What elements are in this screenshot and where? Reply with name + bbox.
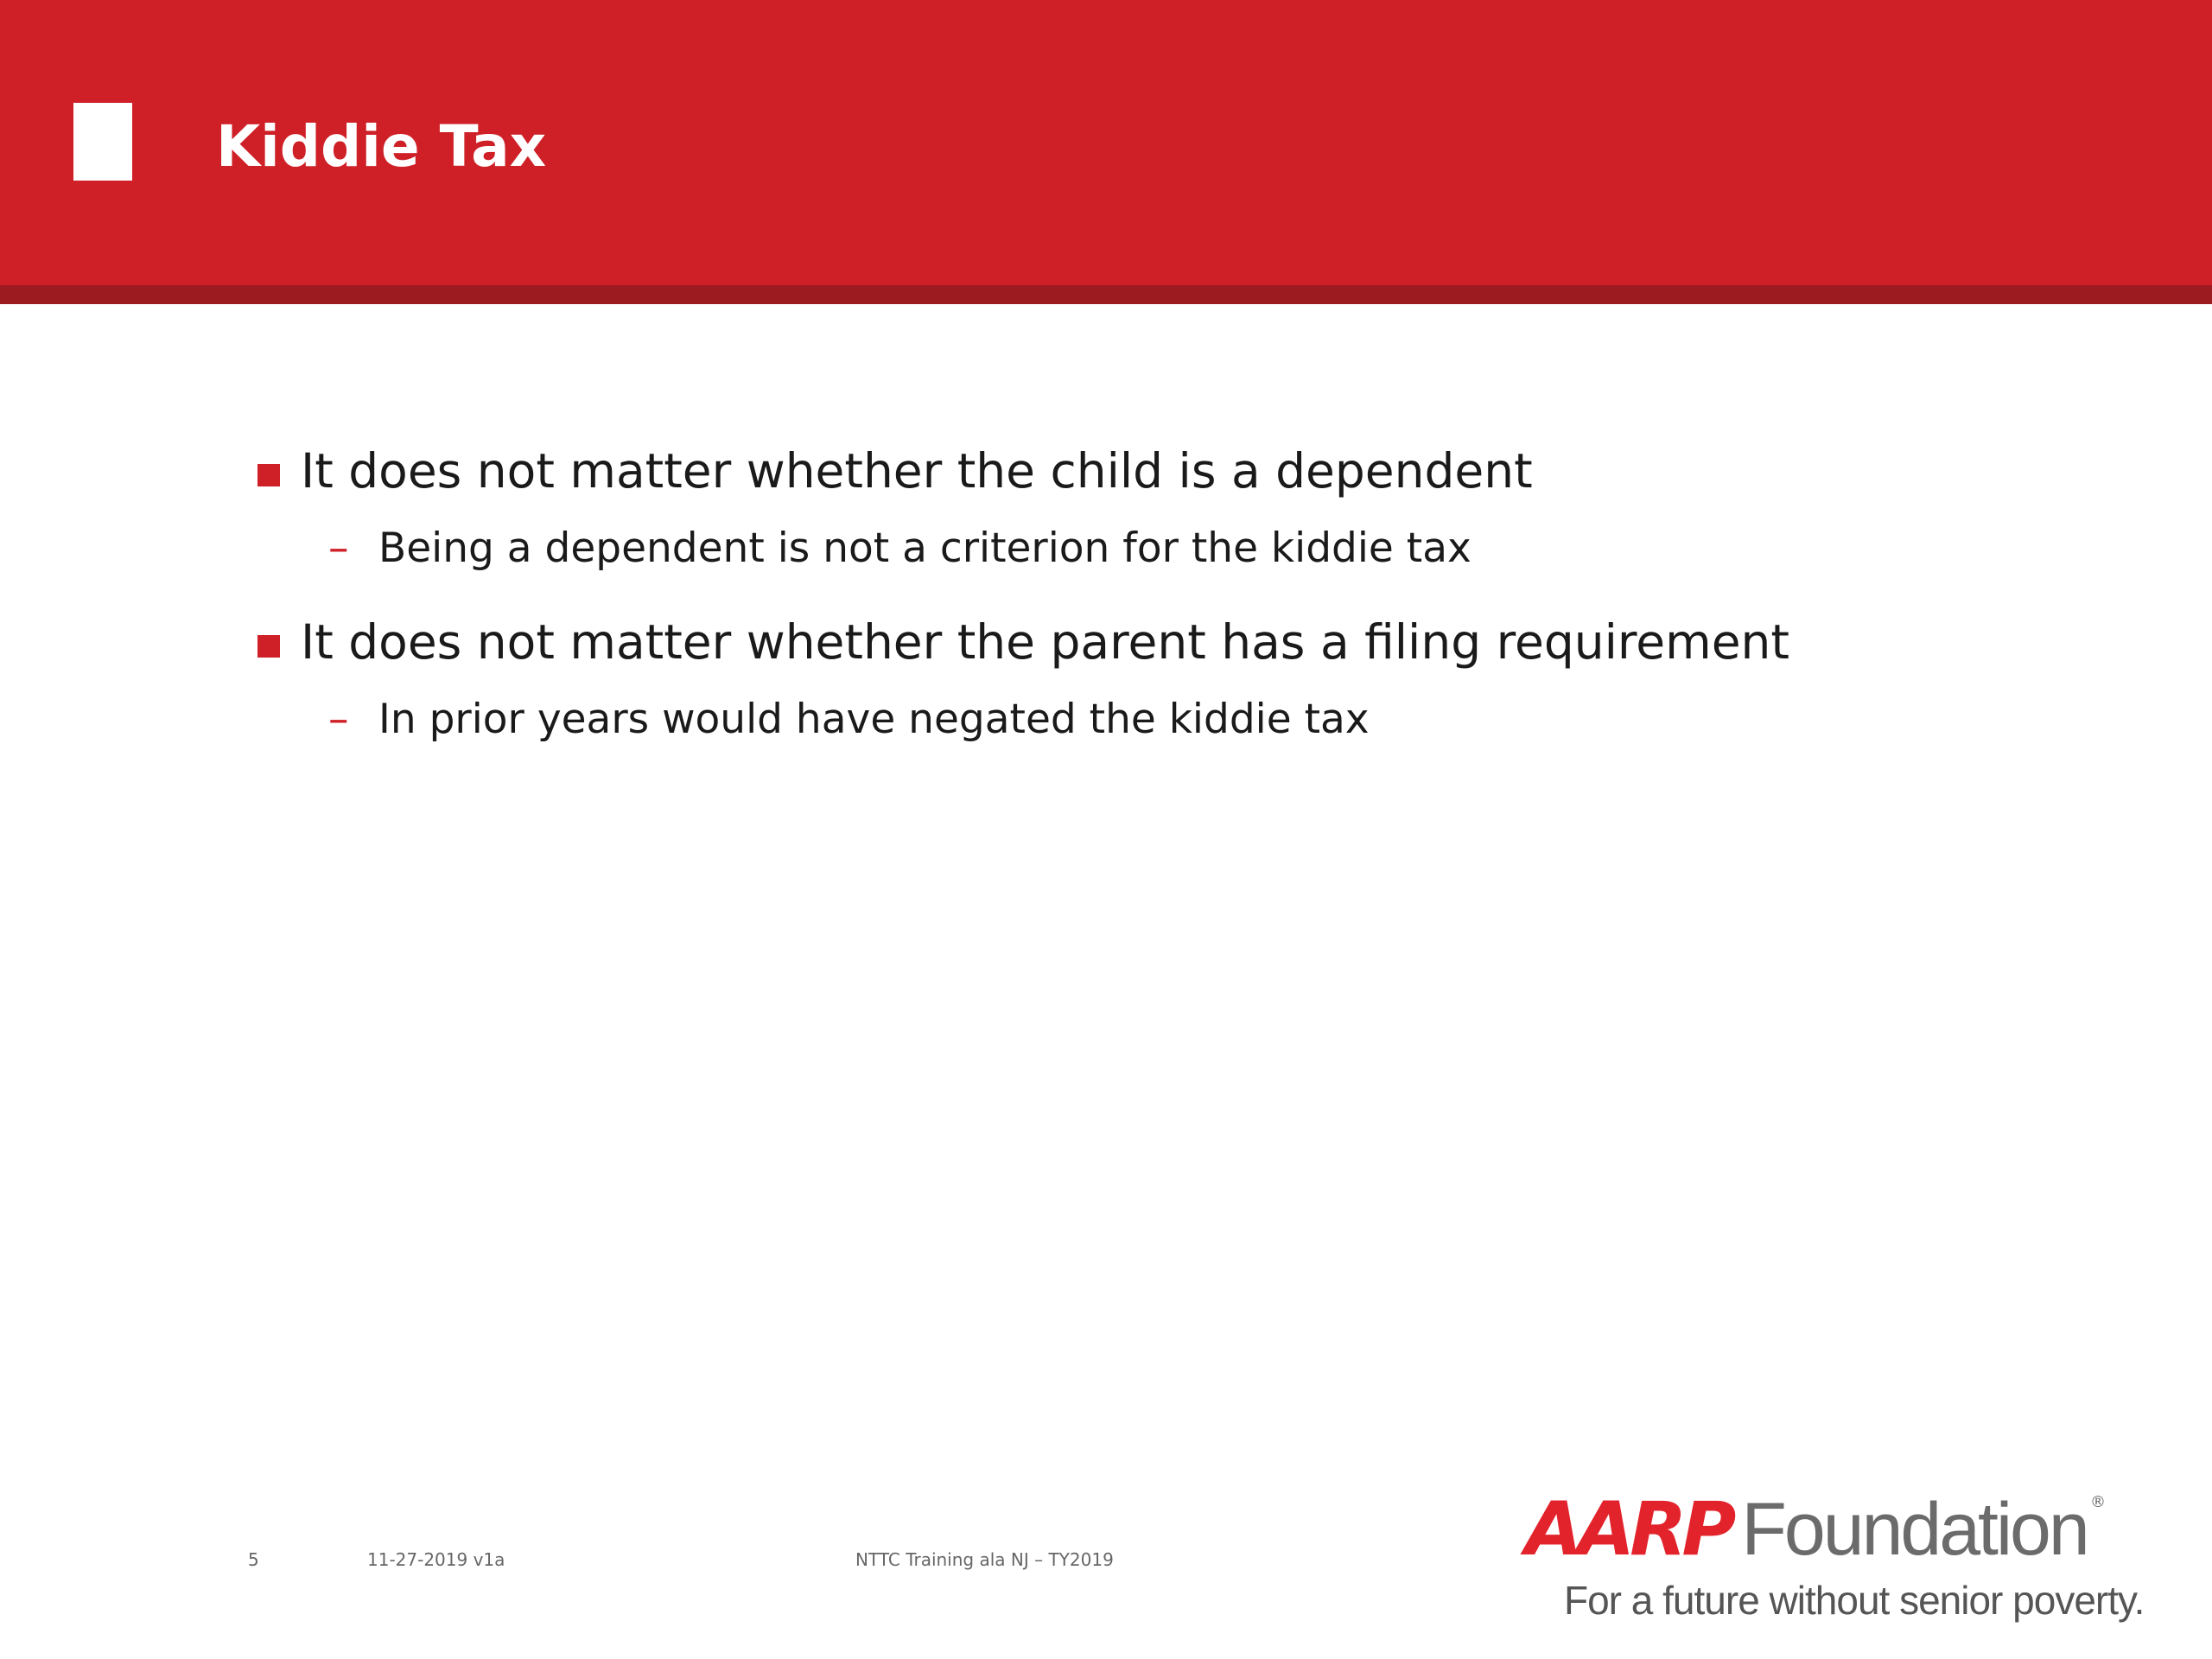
footer-course: NTTC Training ala NJ – TY2019 <box>855 1549 1114 1570</box>
footer-page-number: 5 <box>248 1549 259 1570</box>
registered-mark: ® <box>2090 1493 2106 1511</box>
sub-bullet-item <box>251 510 1979 588</box>
logo-brand: AARP <box>1525 1486 1732 1573</box>
header-stripe <box>0 285 2212 304</box>
slide-title: Kiddie Tax <box>216 113 547 180</box>
title-accent-square <box>73 103 132 181</box>
sub-bullet-item <box>251 681 1979 759</box>
dash-bullet-icon: – <box>328 696 349 743</box>
dash-bullet-icon: – <box>328 524 349 572</box>
bullet-item <box>251 432 1979 510</box>
bullet-item <box>251 603 1979 681</box>
square-bullet-icon <box>257 464 280 486</box>
bullet-text: It does not matter whether the child is a dependent <box>301 443 1533 499</box>
logo-tagline: For a future without senior poverty. <box>1564 1578 2145 1623</box>
aarp-foundation-logo <box>1525 1486 2145 1633</box>
bullet-list <box>251 432 1979 774</box>
logo-name: Foundation <box>1741 1488 2088 1571</box>
bullet-text: It does not matter whether the parent has a filing requirement <box>301 614 1789 670</box>
sub-bullet-text: Being a dependent is not a criterion for the kiddie tax <box>378 524 1471 572</box>
square-bullet-icon <box>257 635 280 658</box>
sub-bullet-text: In prior years would have negated the kiddie tax <box>378 696 1370 743</box>
footer-version: 11-27-2019 v1a <box>367 1549 505 1570</box>
